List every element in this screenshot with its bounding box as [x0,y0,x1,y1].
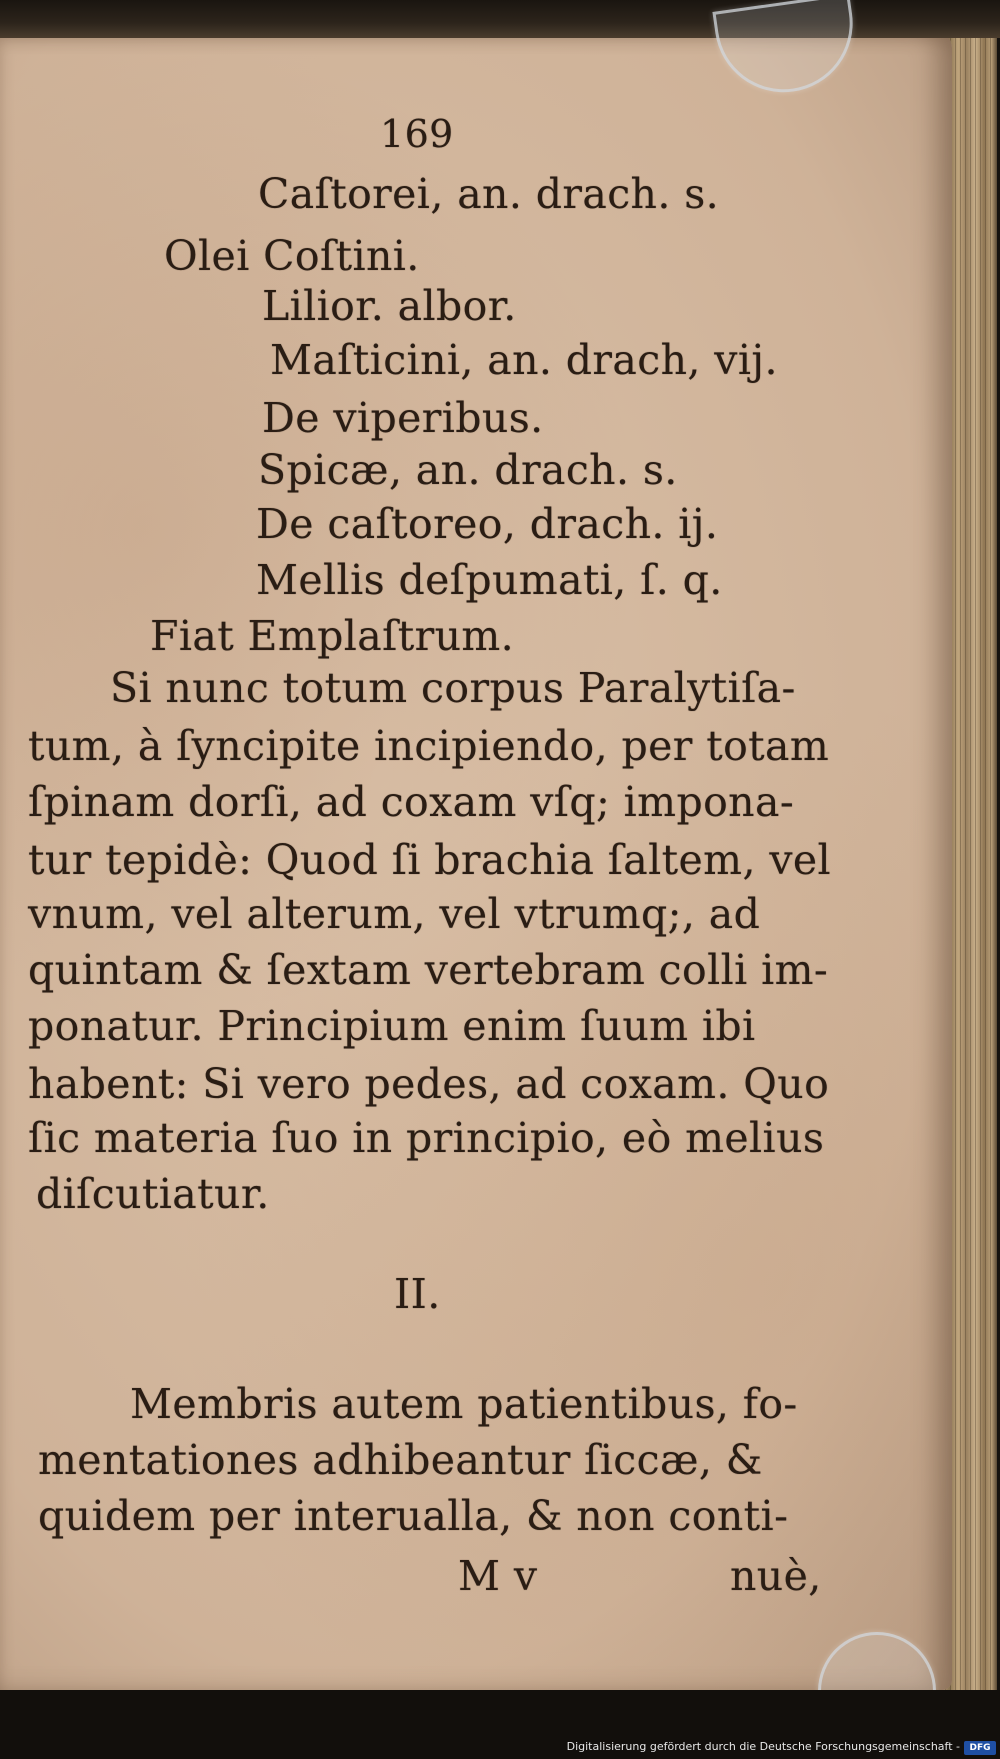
paragraph-line: habent: Si vero pedes, ad coxam. Quo [28,1060,830,1108]
recipe-line: Caſtorei, an. drach. s. [258,170,720,218]
recipe-line: Mellis deſpumati, ſ. q. [256,556,723,604]
digitization-credit: Digitalisierung gefördert durch die Deutsche Forschungsgemeinschaft - [566,1740,960,1753]
paragraph-line: ſic materia ſuo in principio, eò melius [28,1114,825,1162]
dfg-logo: DFG [964,1741,996,1755]
recipe-line: Spicæ, an. drach. s. [258,446,678,494]
section-number: II. [394,1270,441,1318]
paragraph-line: ponatur. Principium enim ſuum ibi [28,1002,756,1050]
catchword: nuè, [730,1552,822,1600]
page-number: 169 [380,112,454,156]
paragraph-line: Si nunc totum corpus Paralytiſa- [110,664,796,712]
paragraph-line: quintam & ſextam vertebram colli im- [28,946,829,994]
section-line: Membris autem patientibus, fo- [130,1380,798,1428]
paragraph-line: tum, à ſyncipite incipiendo, per totam [28,722,830,770]
paragraph-line: diſcutiatur. [36,1170,270,1218]
paragraph-line: vnum, vel alterum, vel vtrumq;, ad [28,890,761,938]
recipe-line: De viperibus. [262,394,544,442]
section-line: mentationes adhibeantur ſiccæ, & [38,1436,763,1484]
recipe-line: Olei Coſtini. [164,232,420,280]
paragraph-line: ſpinam dorſi, ad coxam vſq; impona- [28,778,795,826]
section-line: quidem per interualla, & non conti- [38,1492,789,1540]
recipe-conclusion-line: Fiat Emplaſtrum. [150,612,515,660]
recipe-line: Lilior. albor. [262,282,517,330]
recipe-line: De caſtoreo, drach. ij. [256,500,719,548]
signature-mark: M v [458,1552,538,1600]
recipe-line: Maſticini, an. drach, vij. [270,336,778,384]
paragraph-line: tur tepidè: Quod ſi brachia ſaltem, vel [28,836,832,884]
